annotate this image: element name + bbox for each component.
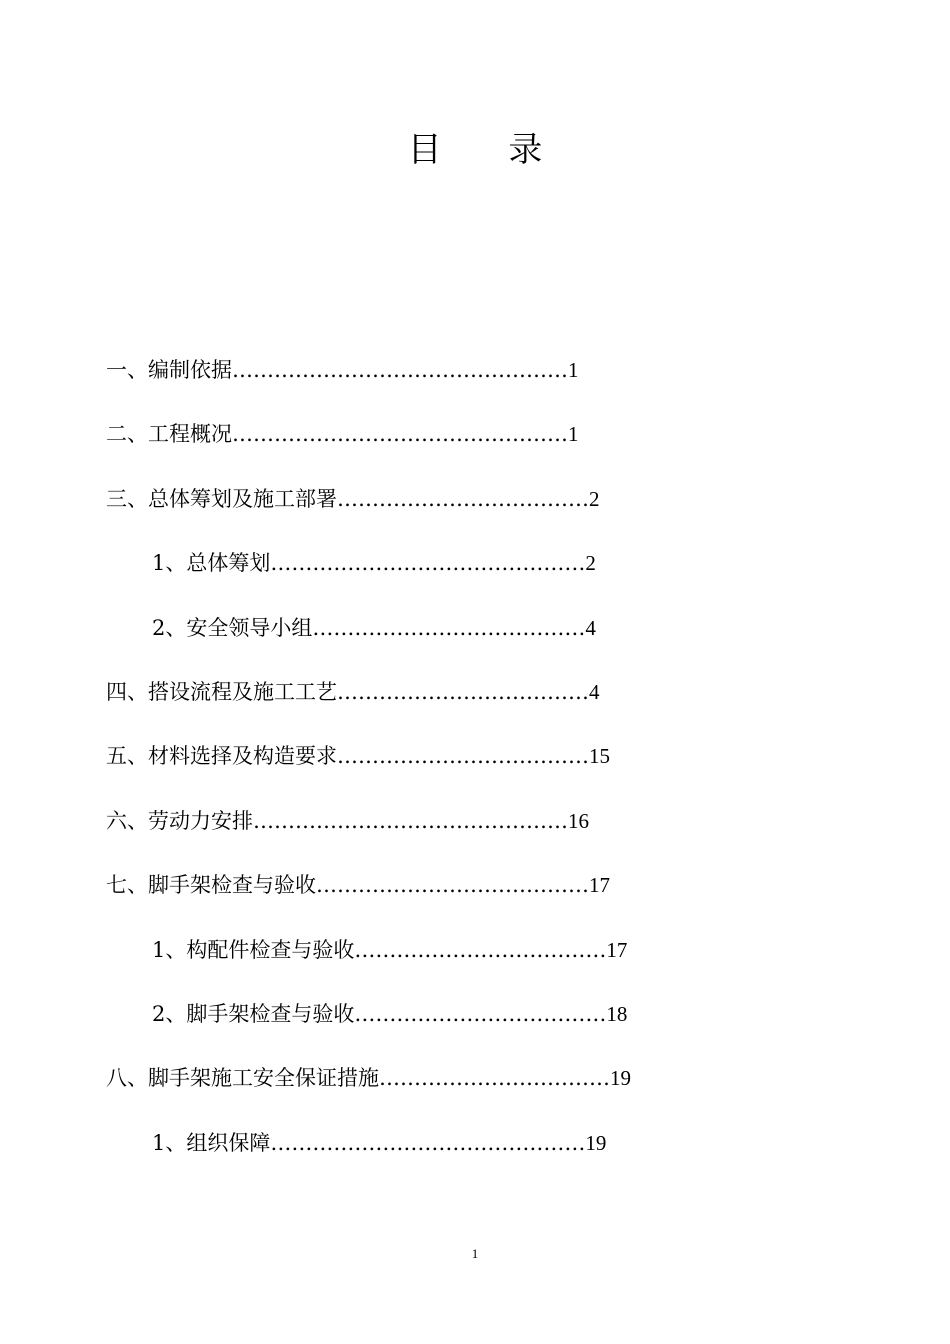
toc-link[interactable] xyxy=(106,1066,631,1090)
toc-link[interactable] xyxy=(106,422,579,446)
toc-entry-label: 1、总体筹划 xyxy=(152,551,271,576)
toc-entry-page: 2 xyxy=(589,486,600,511)
toc-link[interactable] xyxy=(106,744,610,768)
toc-link[interactable] xyxy=(152,616,596,640)
toc-entry-label: 一、编制依据 xyxy=(106,358,232,382)
toc-entry-label: 2、安全领导小组 xyxy=(152,615,313,640)
toc-entry-label: 六、劳动力安排 xyxy=(106,808,253,833)
toc-entry-page: 4 xyxy=(585,615,596,640)
toc-subentry[interactable] xyxy=(0,606,950,670)
toc-link[interactable] xyxy=(106,358,579,382)
toc-link[interactable] xyxy=(106,487,600,511)
toc-link[interactable] xyxy=(152,1131,606,1155)
toc-entry-page: 4 xyxy=(589,679,600,704)
toc-entry-page: 19 xyxy=(585,1130,607,1155)
toc-entry-label: 三、总体筹划及施工部署 xyxy=(106,486,337,511)
toc-entry-label: 二、工程概况 xyxy=(106,422,232,447)
toc-entry-page: 19 xyxy=(610,1066,631,1091)
toc-entry-page: 17 xyxy=(606,937,628,962)
toc-entry-leader: ………………………………………… xyxy=(232,358,568,382)
toc-subentry[interactable] xyxy=(0,992,950,1056)
toc-entry[interactable] xyxy=(0,477,950,541)
toc-entry-page: 15 xyxy=(589,744,610,769)
toc-entry[interactable] xyxy=(0,1056,950,1120)
toc-entry-page: 16 xyxy=(568,808,589,833)
toc-entry-page: 1 xyxy=(568,358,579,382)
toc-entry-label: 八、脚手架施工安全保证措施 xyxy=(106,1066,379,1091)
toc-entry-leader: ……………………………… xyxy=(337,744,589,769)
toc-link[interactable] xyxy=(152,551,596,575)
toc-entry-page: 18 xyxy=(606,1001,628,1026)
toc-entry-leader: ……………………………………… xyxy=(270,1130,586,1155)
toc-subentry[interactable] xyxy=(0,541,950,605)
toc-entry-label: 七、脚手架检查与验收 xyxy=(106,873,316,898)
toc-link[interactable] xyxy=(106,680,600,704)
toc-entry-label: 1、构配件检查与验收 xyxy=(152,937,355,962)
toc-entry-leader: ……………………………………… xyxy=(253,808,568,833)
toc-link[interactable] xyxy=(106,873,610,897)
toc-entry-page: 17 xyxy=(589,873,610,898)
toc-entry-leader: …………………………… xyxy=(379,1066,610,1091)
toc-entry[interactable] xyxy=(0,799,950,863)
toc-entry[interactable] xyxy=(0,670,950,734)
toc-entry-label: 五、材料选择及构造要求 xyxy=(106,744,337,769)
toc-entry-leader: ………………………………… xyxy=(316,873,589,898)
toc-entry-leader: ……………………………………… xyxy=(270,551,586,576)
toc-link[interactable] xyxy=(106,809,589,833)
toc-entry-page: 1 xyxy=(568,422,579,447)
toc-entry-leader: ………………………………………… xyxy=(232,422,568,447)
toc-entry-leader: ……………………………… xyxy=(337,486,589,511)
toc-entry-label: 2、脚手架检查与验收 xyxy=(152,1001,355,1026)
toc-entry-leader: ……………………………… xyxy=(337,679,589,704)
toc-entry-page: 2 xyxy=(585,551,596,576)
toc-link[interactable] xyxy=(152,1002,627,1026)
toc-entry[interactable] xyxy=(0,348,950,412)
toc-link[interactable] xyxy=(152,938,627,962)
toc-subentry[interactable] xyxy=(0,928,950,992)
toc-entry-label: 四、搭设流程及施工工艺 xyxy=(106,679,337,704)
toc-entry-leader: ……………………………… xyxy=(354,1001,607,1026)
toc-entry[interactable] xyxy=(0,863,950,927)
toc-entry[interactable] xyxy=(0,734,950,798)
page-title: 目 录 xyxy=(407,130,571,170)
page-number: 1 xyxy=(471,1246,479,1261)
toc-entry-leader: ………………………………… xyxy=(312,615,586,640)
toc-subentry[interactable] xyxy=(0,1121,950,1185)
table-of-contents xyxy=(0,348,950,1185)
toc-entry-label: 1、组织保障 xyxy=(152,1130,271,1155)
toc-entry[interactable] xyxy=(0,412,950,476)
toc-entry-leader: ……………………………… xyxy=(354,937,607,962)
